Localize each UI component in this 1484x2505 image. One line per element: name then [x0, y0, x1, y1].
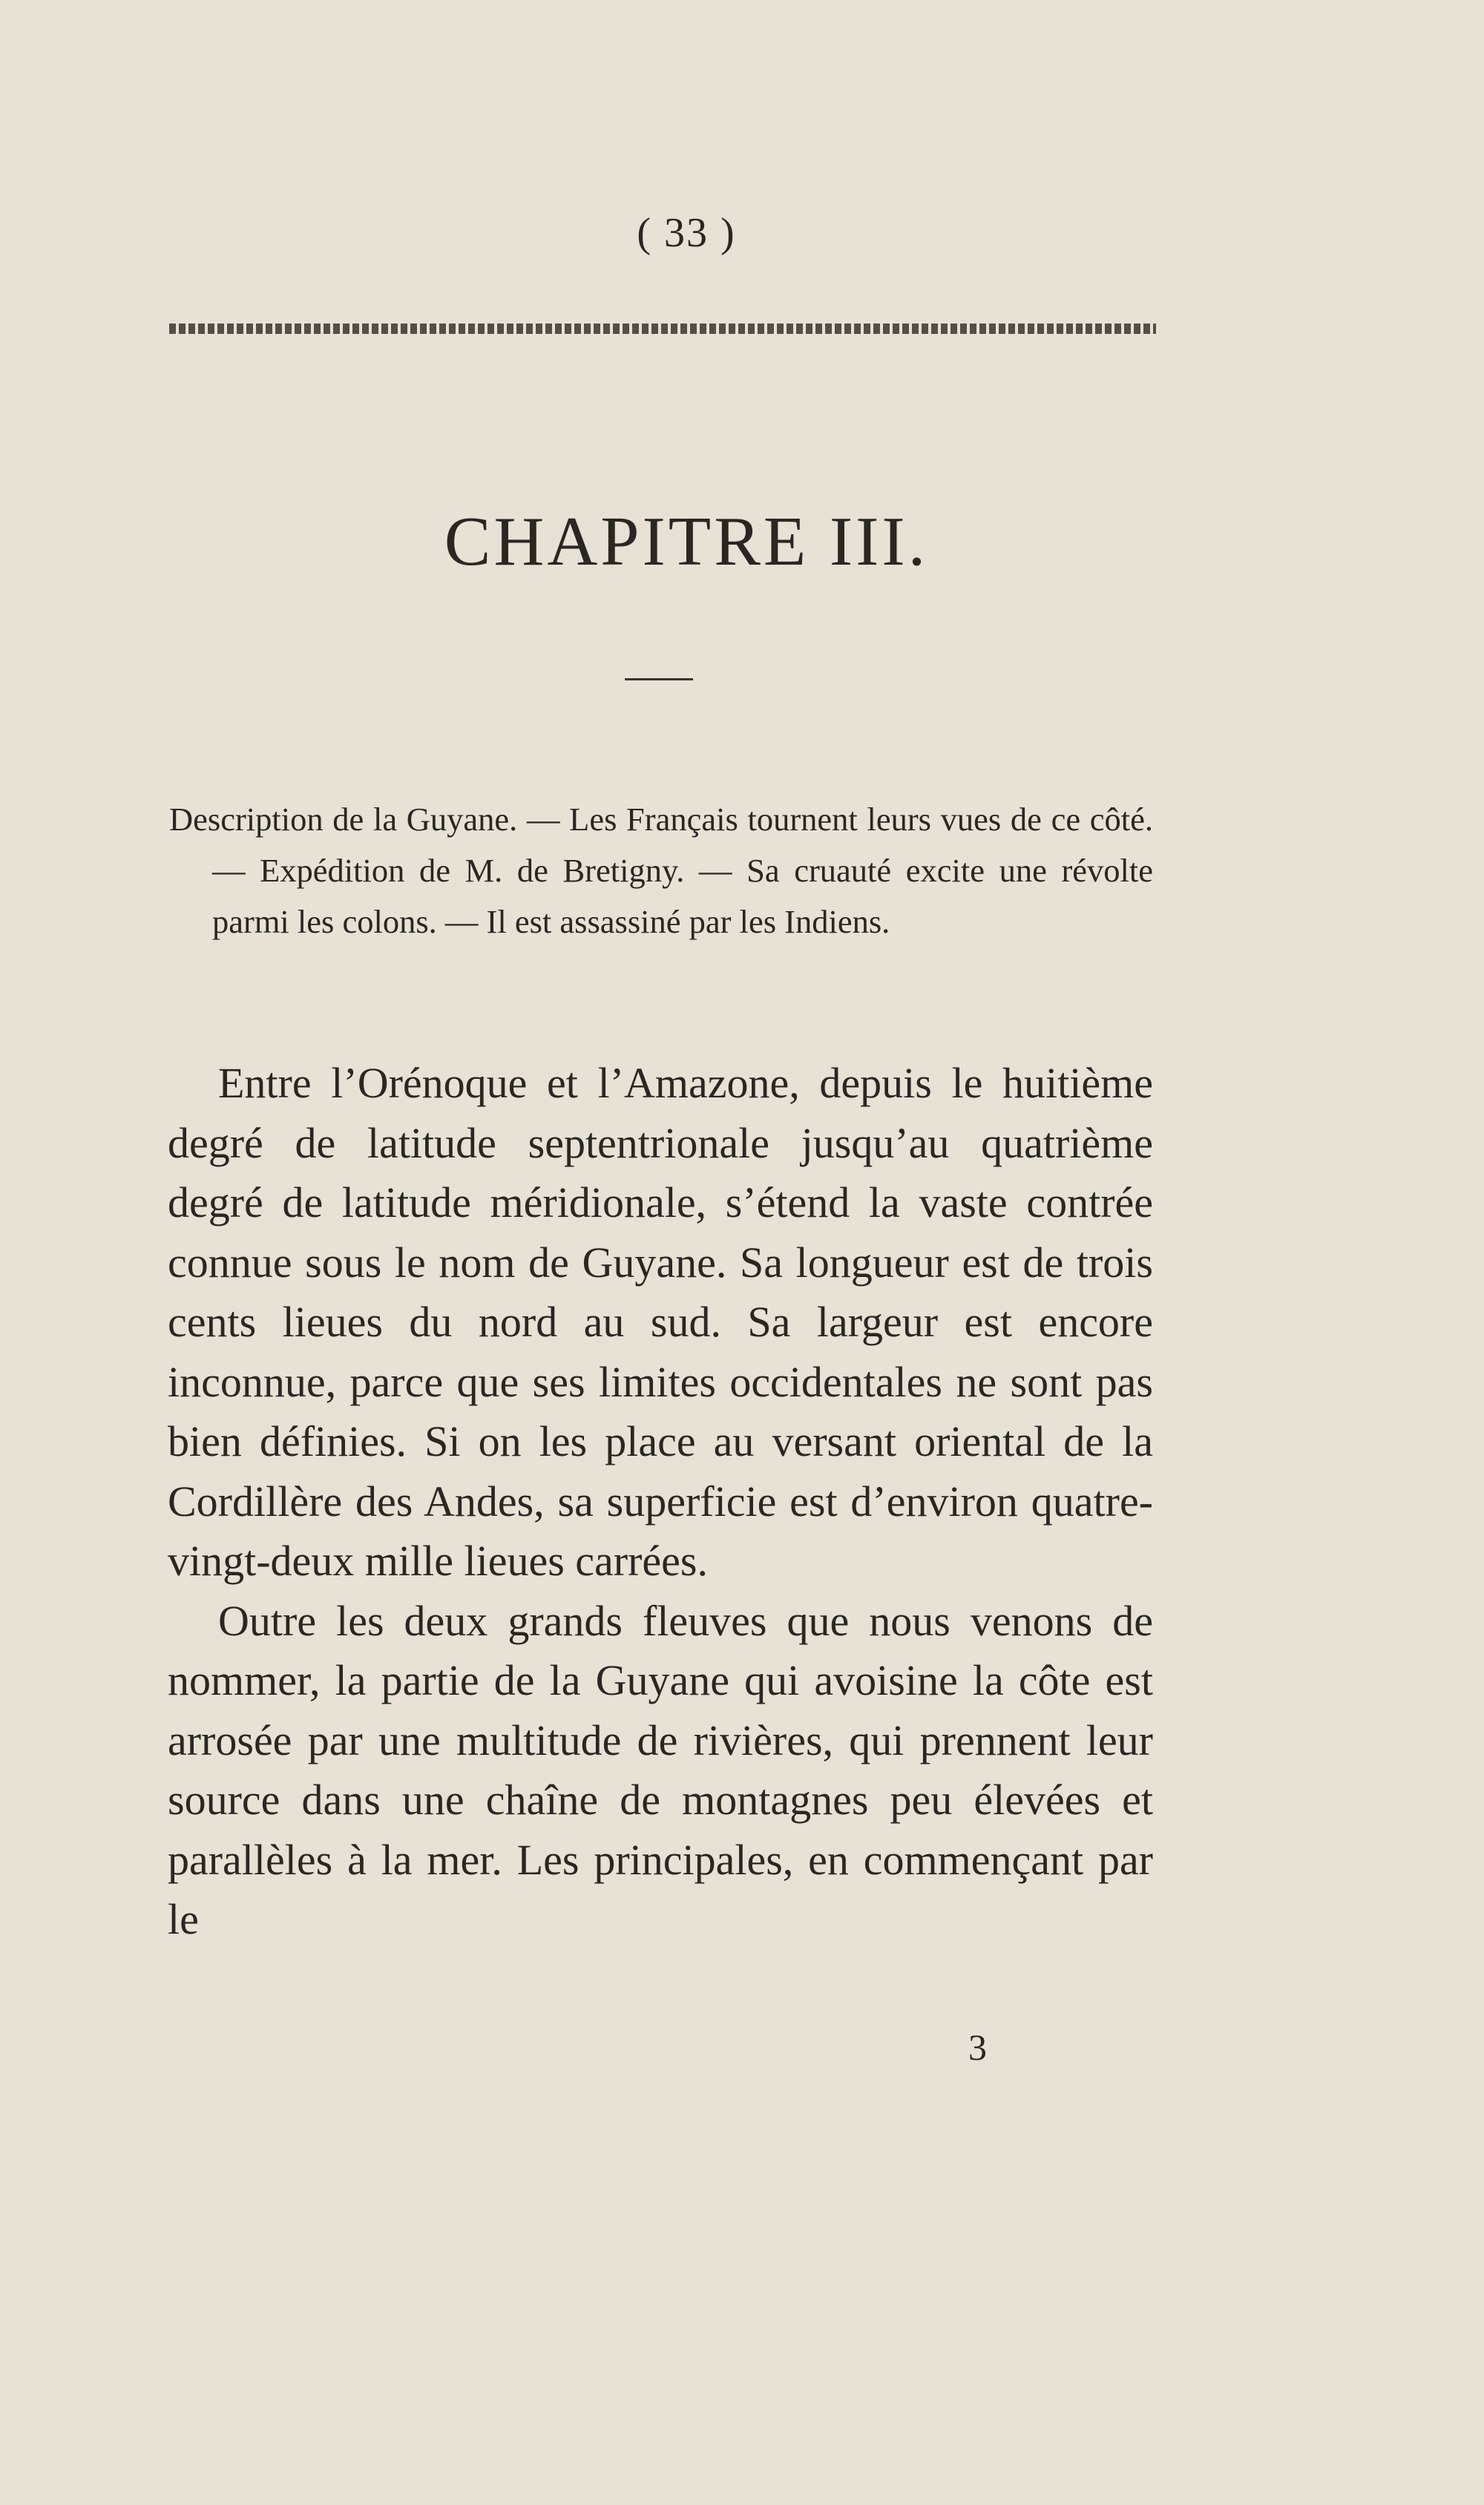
signature-mark: 3	[968, 2026, 987, 2068]
page-number: ( 33 )	[637, 210, 736, 256]
paragraph: Outre les deux grands fleuves que nous venons de nommer, la partie de la Guyane qui avoisine la côte est arrosée par une multitude de rivières, qui prennent leur source dans une chaîne de montagnes peu élevées et parallèles à la mer. Les principales, en commençant par le	[168, 1596, 1153, 1943]
body-text	[168, 1054, 1153, 1950]
ornamental-rule	[169, 324, 1156, 334]
chapter-summary: Description de la Guyane. — Les Français tournent leurs vues de ce côté. — Expédition de M. de Bretigny. — Sa cruauté excite une révolte parmi les colons. — Il est assassiné par les Indiens.	[169, 801, 1153, 940]
title-divider	[625, 678, 693, 680]
paragraph: Entre l’Orénoque et l’Amazone, depuis le huitième degré de latitude septentrionale jusqu’au quatrième degré de latitude méridionale, s’étend la vaste contrée connue sous le nom de Guyane. Sa longueur est de trois cents lieues du nord au sud. Sa largeur est encore inconnue, parce que ses limites occidentales ne sont pas bien définies. Si on les place au versant oriental de la Cordillère des Andes, sa superficie est d’environ quatre-vingt-deux mille lieues carrées.	[168, 1059, 1153, 1585]
chapter-title: CHAPITRE III.	[444, 503, 929, 580]
